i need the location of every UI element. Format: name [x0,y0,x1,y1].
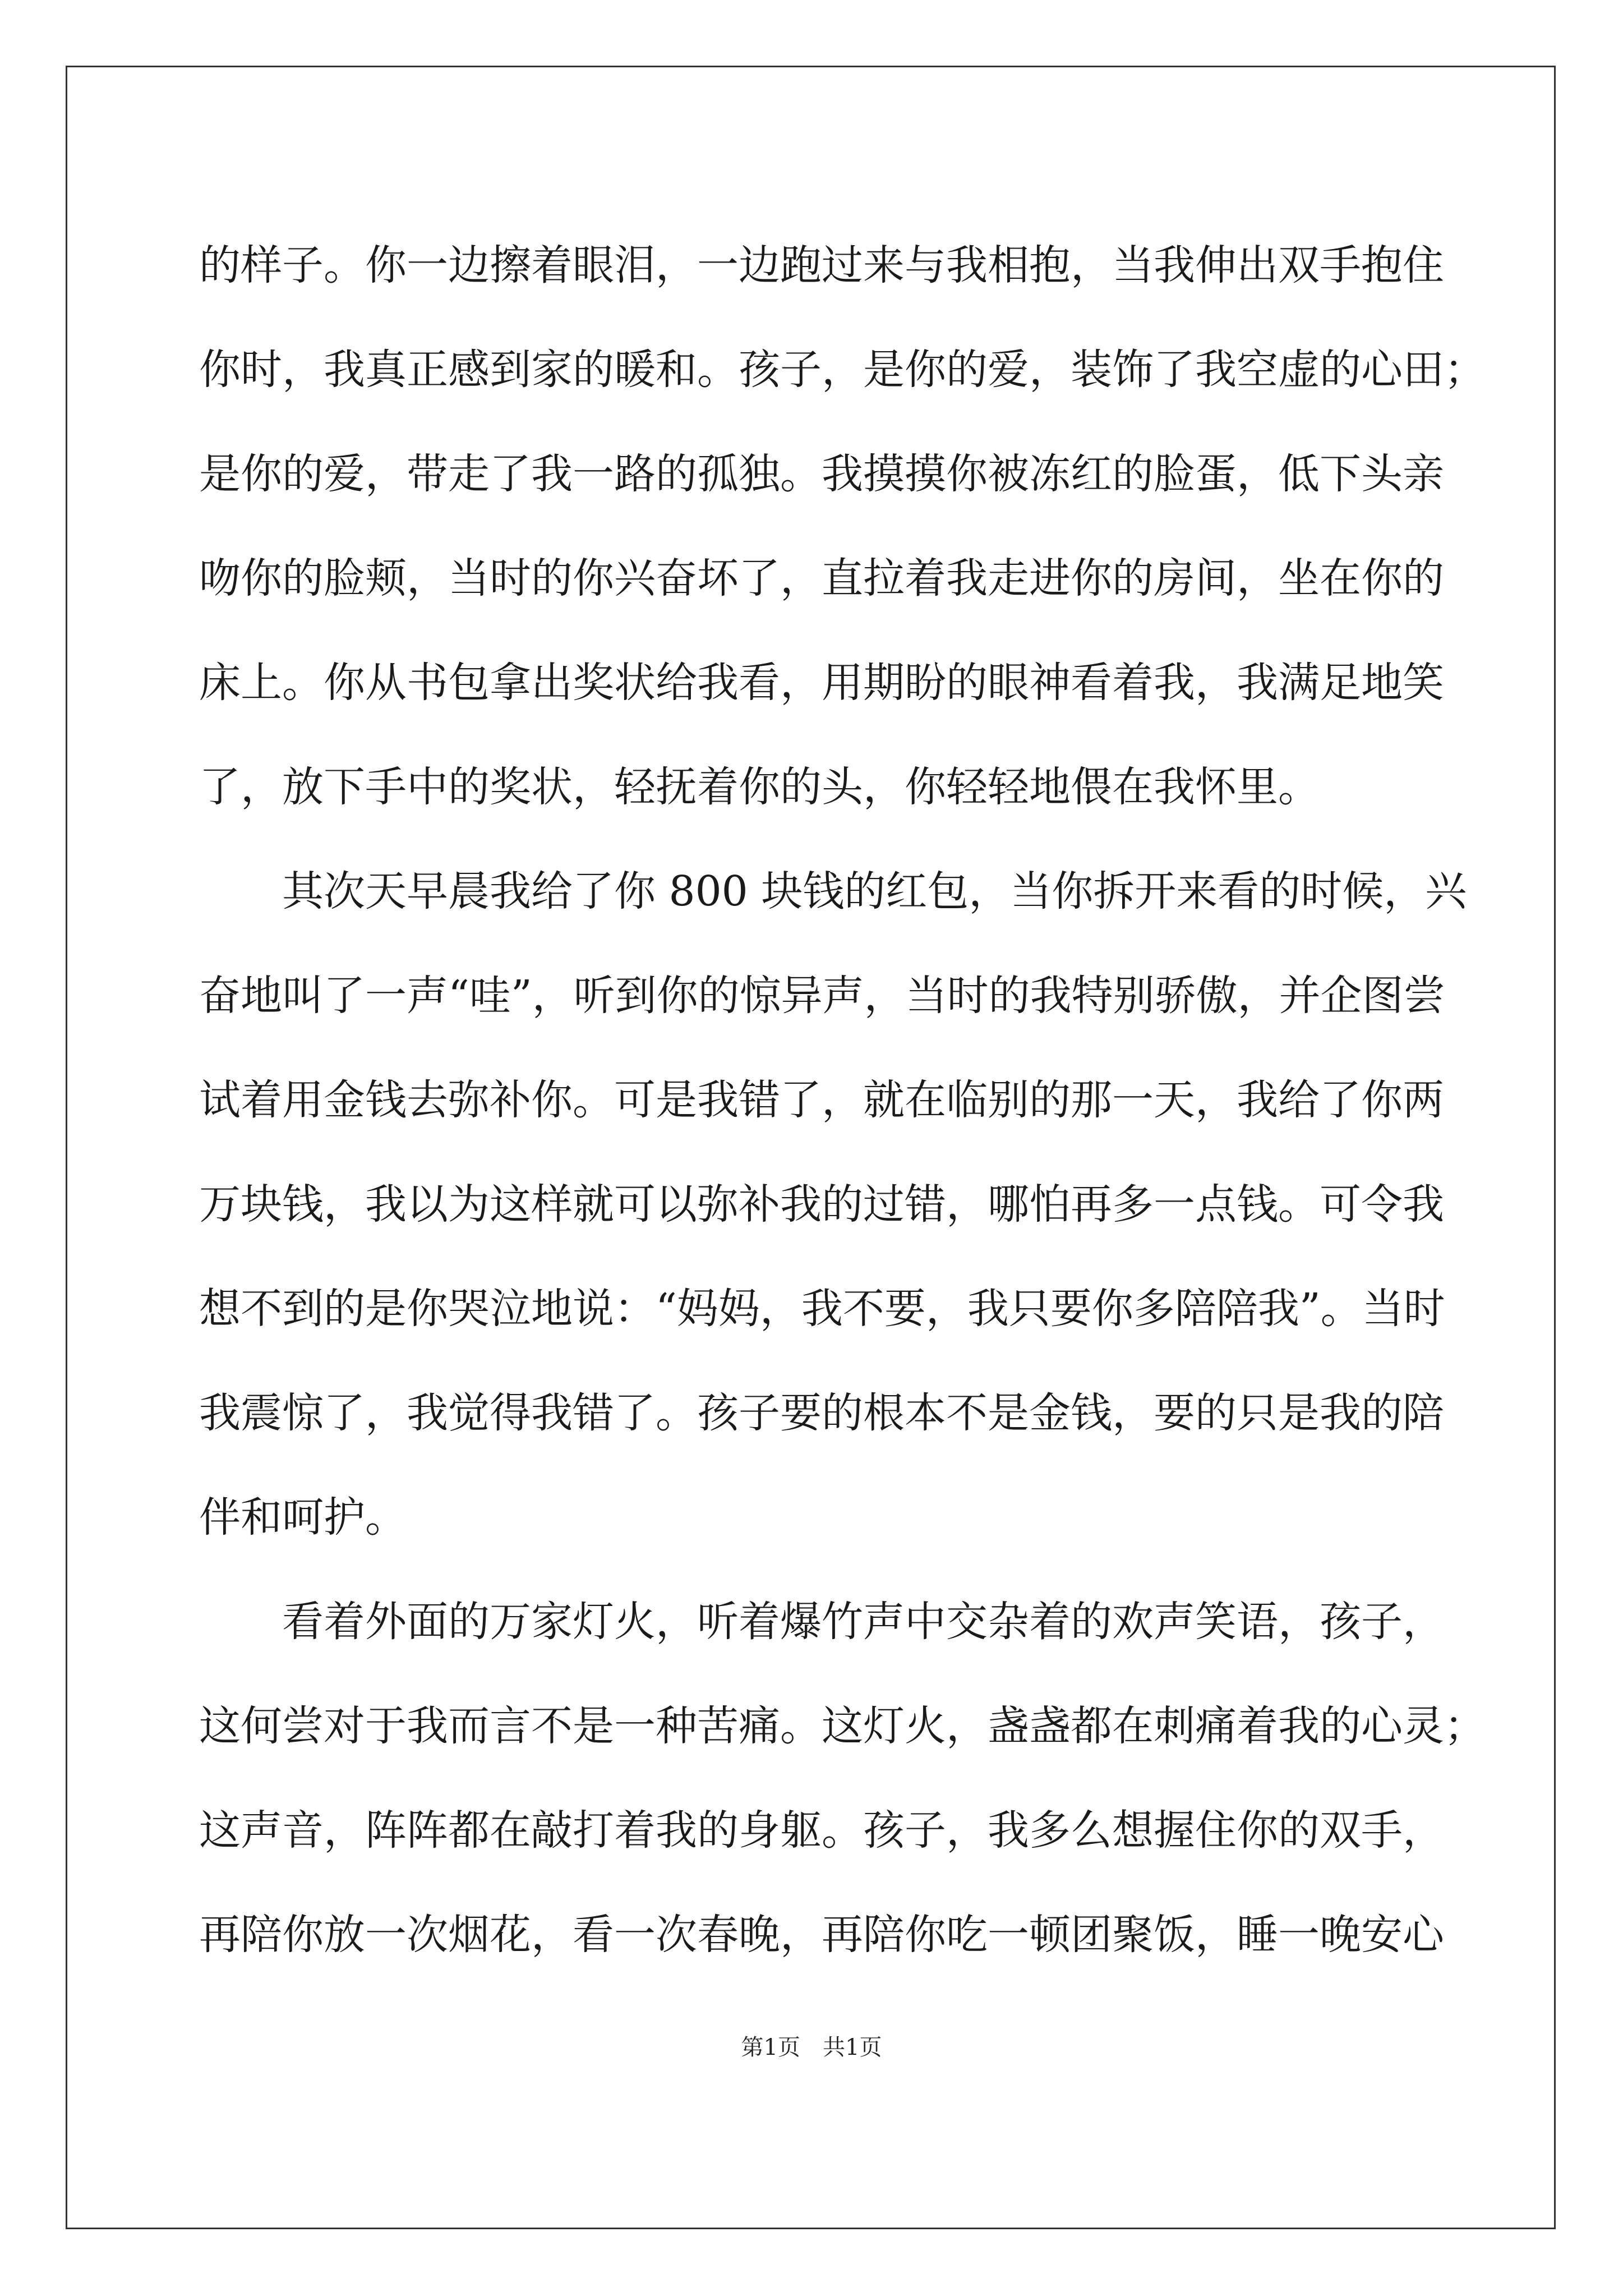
paragraph-1 [199,213,1486,839]
text-line: 伴和呵护。 [199,1493,407,1542]
page-footer: 第1页 共1页 [741,2035,882,2060]
text-line: 是你的爱，带走了我一路的孤独。我摸摸你被冻红的脸蛋，低下头亲 [199,450,1444,498]
text-line: 试着用金钱去弥补你。可是我错了，就在临别的那一天，我给了你两 [199,1076,1444,1124]
text-line: 床上。你从书包拿出奖状给我看，用期盼的眼神看着我，我满足地笑 [199,659,1444,707]
text-line: 我震惊了，我觉得我错了。孩子要的根本不是金钱，要的只是我的陪 [199,1389,1444,1437]
text-line: 万块钱，我以为这样就可以弥补我的过错，哪怕再多一点钱。可令我 [199,1180,1444,1228]
text-line: 奋地叫了一声“哇”，听到你的惊异声，当时的我特别骄傲，并企图尝 [199,972,1445,1020]
text-line: 的样子。你一边擦着眼泪，一边跑过来与我相抱，当我伸出双手抱住 [199,241,1444,289]
paragraph-3 [199,1570,1486,1987]
text-line: 吻你的脸颊，当时的你兴奋坏了，直拉着我走进你的房间，坐在你的 [199,554,1444,602]
document-body [199,213,1486,1987]
paragraph-2 [199,839,1467,1570]
text-line: 再陪你放一次烟花，看一次春晚，再陪你吃一顿团聚饭，睡一晚安心 [199,1911,1444,1959]
text-line: 想不到的是你哭泣地说：“妈妈，我不要，我只要你多陪陪我”。当时 [199,1285,1445,1333]
text-line: 看着外面的万家灯火，听着爆竹声中交杂着的欢声笑语，孩子， [199,1598,1444,1646]
text-line: 这声音，阵阵都在敲打着我的身躯。孩子，我多么想握住你的双手， [199,1806,1444,1855]
text-line: 你时，我真正感到家的暖和。孩子，是你的爱，装饰了我空虚的心田； [199,346,1486,394]
text-line: 这何尝对于我而言不是一种苦痛。这灯火，盏盏都在刺痛着我的心灵； [199,1702,1486,1750]
text-line: 了，放下手中的奖状，轻抚着你的头，你轻轻地偎在我怀里。 [199,763,1320,811]
text-line: 其次天早晨我给了你 800 块钱的红包，当你拆开来看的时候，兴 [199,867,1467,915]
